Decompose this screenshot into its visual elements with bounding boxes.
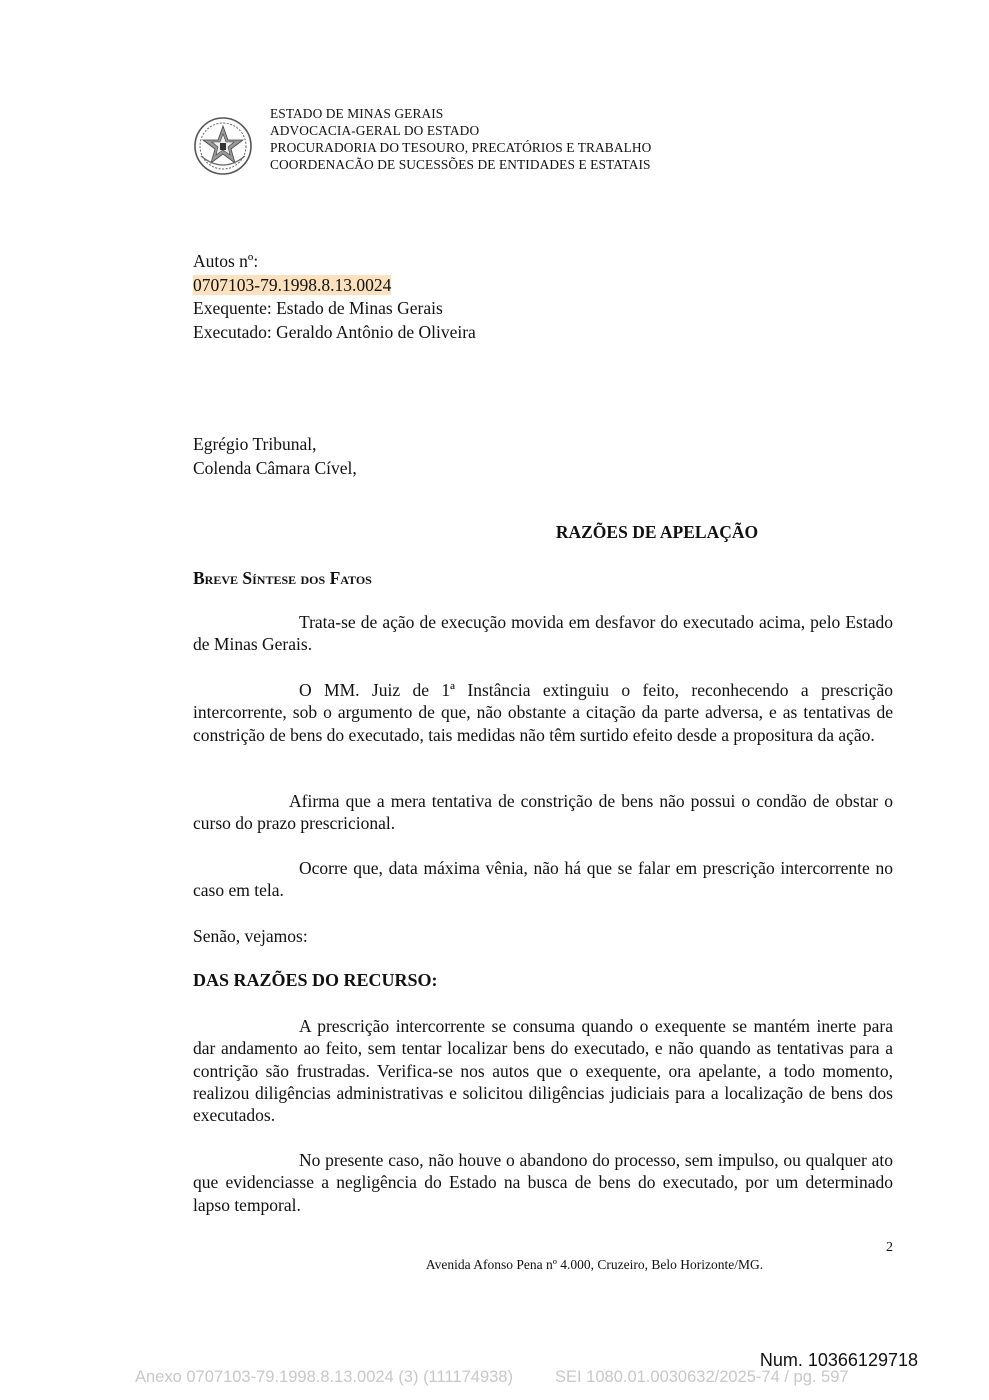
body-paragraph: Trata-se de ação de execução movida em desfavor do executado acima, pelo Estado de Minas Gerais.	[193, 612, 893, 655]
address-line: Egrégio Tribunal,	[193, 434, 317, 454]
sei-label: SEI 1080.01.0030632/2025-74 / pg. 597	[554, 1368, 849, 1386]
header-line: COORDENACÃO DE SUCESSÕES DE ENTIDADES E ESTATAIS	[270, 157, 651, 172]
header-line: PROCURADORIA DO TESOURO, PRECATÓRIOS E TRABALHO	[270, 140, 652, 155]
header-line: ADVOCACIA-GERAL DO ESTADO	[270, 123, 480, 138]
section-heading-reasons: DAS RAZÕES DO RECURSO:	[193, 970, 438, 990]
document-body	[193, 0, 893, 1230]
section-heading-facts: Breve Síntese dos Fatos	[193, 568, 372, 588]
case-number: 0707103-79.1998.8.13.0024	[193, 274, 392, 295]
body-paragraph: Afirma que a mera tentativa de constrição de bens não possui o condão de obstar o curso do prazo prescricional.	[193, 791, 893, 834]
body-paragraph: O MM. Juiz de 1ª Instância extinguiu o feito, reconhecendo a prescrição intercorrente, sob o argumento de que, não obstante a citação da parte adversa, e as tentativas de constrição de bens do executado, tais medidas não têm surtido efeito desde a propositura da ação.	[193, 680, 893, 745]
body-paragraph: Ocorre que, data máxima vênia, não há que se falar em prescrição intercorrente no caso em tela.	[193, 858, 893, 901]
footer-address: Avenida Afonso Pena nº 4.000, Cruzeiro, Belo Horizonte/MG.	[425, 1257, 764, 1272]
body-paragraph: A prescrição intercorrente se consuma quando o exequente se mantém inerte para dar andamento ao feito, sem tentar localizar bens do executado, e não quando as tentativas para a contrição são frustradas. Verifica-se nos autos que o exequente, ora apelante, a todo momento, realizou diligências administrativas e solicitou diligências judiciais para a localização de bens dos executados.	[193, 1016, 893, 1126]
document-id: Num. 10366129718	[759, 1350, 918, 1370]
executado-line: Executado: Geraldo Antônio de Oliveira	[193, 321, 476, 342]
page-number: 2	[886, 1240, 893, 1255]
case-label: Autos nº:	[193, 251, 259, 271]
exequente-line: Exequente: Estado de Minas Gerais	[193, 298, 443, 318]
document-title: RAZÕES DE APELAÇÃO	[555, 522, 759, 542]
address-line: Colenda Câmara Cível,	[193, 457, 357, 478]
body-paragraph: Senão, vejamos:	[193, 926, 308, 946]
annex-watermark	[135, 1368, 849, 1387]
header-line: ESTADO DE MINAS GERAIS	[270, 106, 444, 121]
annex-label: Anexo 0707103-79.1998.8.13.0024 (3) (111174938)	[135, 1368, 513, 1386]
body-paragraph: No presente caso, não houve o abandono do processo, sem impulso, ou qualquer ato que evidenciasse a negligência do Estado na busca de bens do executado, por um determinado lapso temporal.	[193, 1150, 893, 1215]
